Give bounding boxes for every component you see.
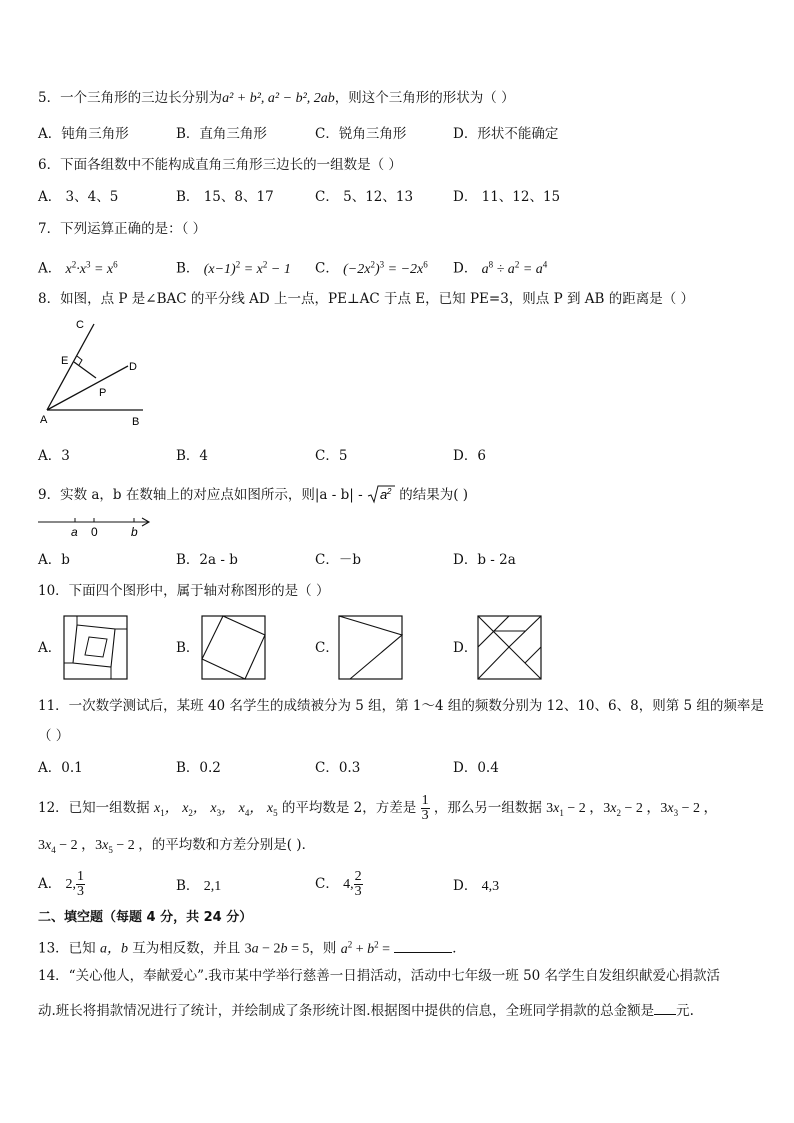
- q12-new-data-2: $3x_4 - 2$ ，$3x_5 - 2$: [38, 838, 139, 855]
- question-12-cont: [38, 836, 315, 859]
- q14-answer-blank[interactable]: [654, 1000, 676, 1015]
- q8-option-c[interactable]: C．5: [315, 448, 348, 464]
- q7-option-d[interactable]: [453, 255, 547, 279]
- q7-option-a-label: A．: [38, 260, 62, 277]
- question-9: [38, 484, 468, 505]
- label-d: D: [129, 361, 137, 373]
- axis-label-b: b: [131, 525, 138, 539]
- question-11: 11．一次数学测试后，某班 40 名学生的成绩被分为 5 组，第 1～4 组的频数分别为 12、10、6、8，则第 5 组的频率是: [38, 698, 764, 714]
- question-13-end: ．: [452, 940, 466, 957]
- q12-option-a[interactable]: [38, 870, 85, 899]
- label-p: P: [99, 387, 107, 399]
- q6-option-a[interactable]: A． 3、4、5: [38, 189, 119, 205]
- q7-option-d-expr: $a^8 \div a^2 = a^4$: [481, 259, 548, 277]
- q7-option-b[interactable]: [176, 255, 291, 279]
- q12-data-set: $x_1$， $x_2$， $x_3$， $x_4$， $x_5$: [153, 801, 278, 818]
- question-12-stem-2: 的平均数是 2，方差是: [281, 800, 417, 816]
- svg-text:2: 2: [386, 487, 392, 496]
- q12-option-b-value: 2,1: [203, 879, 222, 894]
- question-5-stem-end: ，则这个三角形的形状为（ ）: [334, 90, 515, 106]
- figure-b-rotated-square[interactable]: [201, 615, 267, 681]
- q12-option-a-fraction: $\frac{1}{3}$: [77, 869, 85, 899]
- question-11-cont: （ ）: [38, 728, 70, 744]
- q7-option-b-expr: $(x-1)^2 = x^2 - 1$: [203, 259, 291, 277]
- question-13-stem-3: ，则: [309, 940, 337, 957]
- question-9-stem-end: 的结果为( ): [399, 487, 469, 503]
- q7-option-c[interactable]: [315, 255, 428, 279]
- label-a: A: [40, 414, 48, 426]
- question-14-cont: [38, 1000, 694, 1020]
- q12-option-b-label: B．: [176, 878, 200, 894]
- q12-option-c-label: C．: [315, 876, 339, 892]
- q5-option-a[interactable]: A．钝角三角形: [38, 126, 129, 142]
- axis-label-zero: 0: [91, 525, 98, 539]
- question-12-stem-3: ，那么另一组数据: [433, 800, 542, 816]
- q12-option-d-label: D．: [453, 878, 478, 894]
- q11-option-c[interactable]: C．0.3: [315, 760, 361, 776]
- figure-d-tangram-square[interactable]: [477, 615, 543, 681]
- question-12-stem-4: ，的平均数和方差分别是( )．: [138, 837, 316, 853]
- q13-answer-blank[interactable]: [394, 938, 452, 953]
- q5-option-b[interactable]: B．直角三角形: [176, 126, 267, 142]
- question-5-expression: a² + b², a² − b², 2ab: [222, 91, 335, 106]
- q7-option-c-expr: $(-2x^2)^3 = -2x^6$: [343, 259, 428, 277]
- q7-option-c-label: C．: [315, 260, 339, 277]
- label-b: B: [132, 416, 140, 428]
- question-9-stem: 9．实数 a，b 在数轴上的对应点如图所示，则|a - b| -: [38, 487, 363, 503]
- q10-option-b[interactable]: B．: [176, 640, 200, 656]
- question-13-stem: 13．已知: [38, 940, 96, 957]
- q12-option-d[interactable]: [453, 877, 499, 896]
- q12-option-a-label: A．: [38, 876, 62, 892]
- figure-c-triangles-square[interactable]: [338, 615, 404, 681]
- figure-a-pinwheel-square[interactable]: [63, 615, 129, 681]
- label-e: E: [61, 355, 69, 367]
- q10-option-d[interactable]: D．: [453, 640, 478, 656]
- q12-option-d-value: 4,3: [481, 879, 500, 894]
- q11-option-d[interactable]: D．0.4: [453, 760, 499, 776]
- q12-option-a-value: 2,: [65, 877, 77, 892]
- q7-option-a-expr: $x^2\cdot x^3 = x^6$: [65, 259, 118, 277]
- question-6: 6．下面各组数中不能构成直角三角形三边长的一组数是（ ）: [38, 157, 402, 173]
- question-14-unit: 元.: [676, 1003, 694, 1019]
- question-13-stem-2: 互为相反数，并且: [132, 940, 241, 957]
- question-10: 10．下面四个图形中，属于轴对称图形的是（ ）: [38, 583, 330, 599]
- question-5-stem: 5．一个三角形的三边长分别为: [38, 90, 223, 106]
- question-12: [38, 794, 718, 825]
- sqrt-sign: [367, 484, 395, 504]
- q9-option-a[interactable]: A．b: [38, 552, 70, 568]
- angle-bisector-figure: [36, 316, 156, 432]
- svg-text:a: a: [379, 487, 388, 502]
- q13-target-expr: $a^2 + b^2$ =: [340, 939, 390, 957]
- q12-option-c[interactable]: [315, 870, 363, 899]
- q9-option-b[interactable]: B．2a - b: [176, 552, 238, 568]
- q11-option-b[interactable]: B．0.2: [176, 760, 221, 776]
- q5-option-d[interactable]: D．形状不能确定: [453, 126, 559, 142]
- q10-option-a[interactable]: A．: [38, 640, 62, 656]
- q7-option-a[interactable]: [38, 255, 118, 279]
- question-14: 14．“关心他人，奉献爱心”.我市某中学举行慈善一日捐活动，活动中七年级一班 50 名学生自发组织献爱心捐款活: [38, 968, 721, 984]
- q5-option-c[interactable]: C．锐角三角形: [315, 126, 407, 142]
- question-7: 7．下列运算正确的是：（ ）: [38, 221, 207, 237]
- q8-option-d[interactable]: D．6: [453, 448, 486, 464]
- question-5: [38, 89, 515, 108]
- q13-vars: a，b: [99, 941, 128, 957]
- axis-label-a: a: [71, 525, 78, 539]
- q13-equation: 3a − 2b = 5: [244, 941, 310, 957]
- question-14-stem: 动.班长将捐款情况进行了统计，并绘制成了条形统计图.根据图中提供的信息，全班同学捐款的总金额是: [38, 1003, 655, 1019]
- q10-option-c[interactable]: C．: [315, 640, 339, 656]
- q12-new-data-1: $3x_1 - 2$ ，$3x_2 - 2$ ，$3x_3 - 2$ ，: [546, 801, 718, 818]
- question-12-stem: 12．已知一组数据: [38, 800, 150, 816]
- q7-option-b-label: B．: [176, 260, 200, 277]
- q7-option-d-label: D．: [453, 260, 478, 277]
- right-angle-mark: [77, 356, 82, 365]
- q9-option-c[interactable]: C．－b: [315, 552, 361, 568]
- q12-option-b[interactable]: [176, 877, 221, 896]
- q6-option-b[interactable]: B． 15、8、17: [176, 189, 274, 205]
- q12-option-c-value: 4,: [343, 877, 354, 892]
- q6-option-c[interactable]: C． 5、12、13: [315, 189, 414, 205]
- q9-option-d[interactable]: D．b - 2a: [453, 552, 516, 568]
- question-8: 8．如图，点 P 是∠BAC 的平分线 AD 上一点，PE⊥AC 于点 E，已知 PE=3，则点 P 到 AB 的距离是（ ）: [38, 291, 695, 307]
- q6-option-d[interactable]: D． 11、12、15: [453, 189, 561, 205]
- number-line: [36, 513, 156, 541]
- label-c: C: [76, 319, 84, 331]
- q11-option-a[interactable]: A．0.1: [38, 760, 83, 776]
- q12-variance-fraction: $\frac{1}{3}$: [421, 793, 429, 823]
- q12-option-c-fraction: $\frac{2}{3}$: [354, 869, 362, 899]
- section-fill-in-title: 二、填空题（每题 4 分，共 24 分）: [38, 910, 253, 925]
- segment-pe: [74, 362, 96, 378]
- q8-option-a[interactable]: A．3: [38, 448, 70, 464]
- sqrt-a-squared: [367, 484, 395, 505]
- question-13: [38, 935, 466, 959]
- q8-option-b[interactable]: B．4: [176, 448, 209, 464]
